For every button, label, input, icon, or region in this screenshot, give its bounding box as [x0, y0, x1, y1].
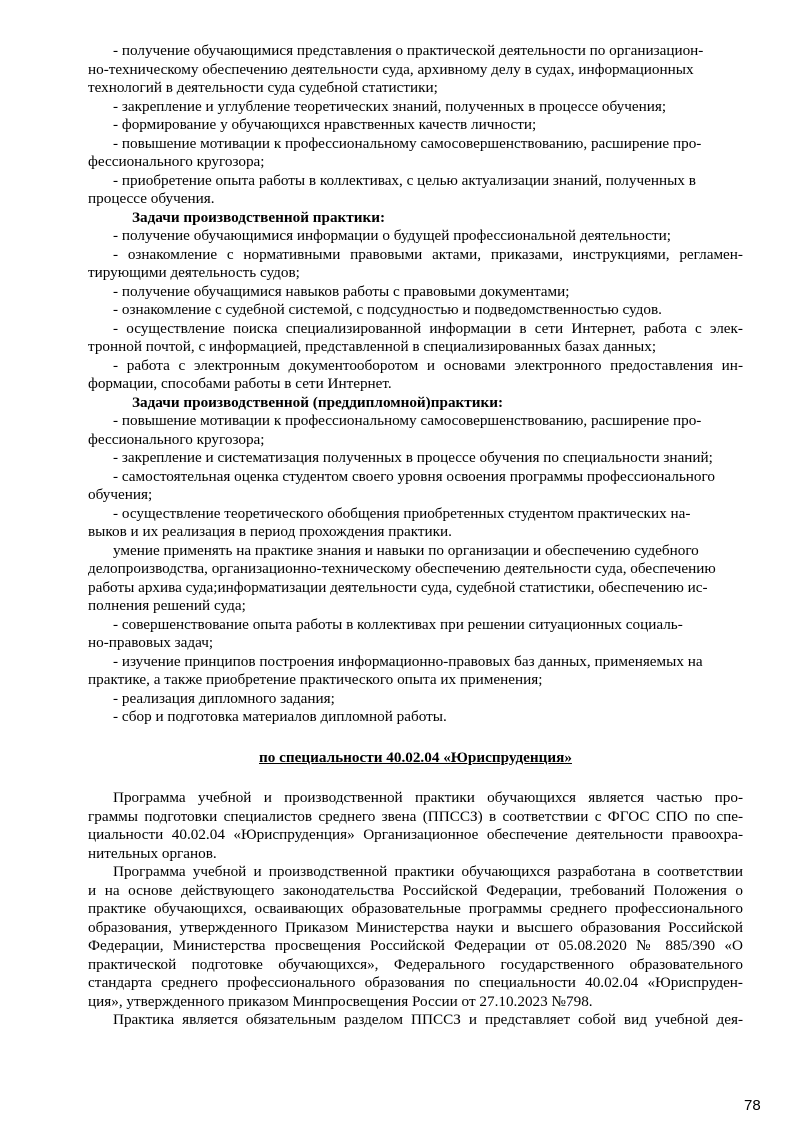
text-line: обучения;	[88, 486, 153, 503]
text-line: но-правовых задач;	[88, 634, 214, 651]
text-line: - приобретение опыта работы в коллективах, с целью актуализации знаний, полученных в	[113, 171, 696, 189]
text-line: тирующими деятельность судов;	[88, 264, 300, 281]
text-line: - закрепление и систематизация полученных в процессе обучения по специальности знаний;	[113, 449, 713, 466]
text-line: практической подготовке обучающихся», Федерального государственного образовательного	[88, 955, 743, 973]
section-title: по специальности 40.02.04 «Юриспруденция»	[259, 748, 572, 766]
text-line: - работа с электронным документооборотом и основами электронного предоставления ин-	[113, 356, 743, 374]
text-line: умение применять на практике знания и навыки по организации и обеспечению судебного	[113, 541, 699, 559]
text-line: граммы подготовки специалистов среднего звена (ППССЗ) в соответствии с ФГОС СПО по спе-	[88, 807, 743, 825]
text-line: Программа учебной и производственной практики обучающихся является частью про-	[113, 789, 743, 806]
text-line: но-техническому обеспечению деятельности суда, архивному делу в судах, информационных	[88, 60, 694, 78]
text-line: формации, способами работы в сети Интернет.	[88, 375, 392, 392]
page-number: 78	[744, 1097, 761, 1114]
text-line: фессионального кругозора;	[88, 153, 265, 170]
text-line: - ознакомление с нормативными правовыми актами, приказами, инструкциями, регламен-	[113, 245, 743, 263]
text-line: процессе обучения.	[88, 190, 215, 207]
text-line: Федерации, Министерства просвещения Российской Федерации от 05.08.2020 № 885/390 «О	[88, 937, 743, 954]
text-line: циальности 40.02.04 «Юриспруденция» Организационное обеспечение деятельности правоохра-	[88, 826, 743, 843]
text-line: - повышение мотивации к профессиональному самосовершенствованию, расширение про-	[113, 412, 702, 429]
text-line: ция», утвержденного приказом Минпросвещения России от 27.10.2023 №798.	[88, 992, 593, 1010]
text-line: технологий в деятельности суда судебной статистики;	[88, 79, 438, 96]
text-line: работы архива суда;информатизации деятельности суда, судебной статистики, обеспечению ис-	[88, 578, 708, 596]
text-line: - осуществление поиска специализированной информации в сети Интернет, работа с элек-	[113, 319, 743, 337]
text-line: образования, утвержденного Приказом Министерства науки и высшего образования Российской	[88, 918, 743, 936]
text-line: - осуществление теоретического обобщения приобретенных студентом практических на-	[113, 504, 691, 522]
text-line: Программа учебной и производственной практики обучающихся разработана в соответствии	[113, 863, 743, 880]
text-line: - закрепление и углубление теоретических знаний, полученных в процессе обучения;	[113, 97, 667, 115]
text-line: - изучение принципов построения информационно-правовых баз данных, применяемых на	[113, 652, 703, 670]
text-line: - повышение мотивации к профессиональному самосовершенствованию, расширение про-	[113, 134, 702, 152]
text-line: практике, а также приобретение практического опыта их применения;	[88, 671, 543, 688]
text-line: Практика является обязательным разделом ППССЗ и представляет собой вид учебной дея-	[113, 1011, 743, 1028]
tasks-text-block	[88, 42, 743, 727]
page-content	[88, 42, 743, 1030]
text-line: - ознакомление с судебной системой, с подсудностью и подведомственностью судов.	[113, 301, 662, 318]
text-line: полнения решений суда;	[88, 597, 246, 614]
text-line: выков и их реализация в период прохождения практики.	[88, 523, 452, 540]
text-line: - получение обучающимися представления о практической деятельности по организацион-	[113, 42, 704, 59]
text-line: фессионального кругозора;	[88, 430, 265, 448]
subheading: Задачи производственной практики:	[132, 208, 386, 226]
text-line: стандарта среднего профессионального образования по специальности 40.02.04 «Юриспруден-	[88, 974, 743, 991]
text-line: - формирование у обучающихся нравственных качеств личности;	[113, 116, 537, 133]
text-line: тронной почтой, с информацией, представленной в специализированных базах данных;	[88, 338, 657, 355]
text-line: - самостоятельная оценка студентом своего уровня освоения программы профессионального	[113, 467, 715, 485]
text-line: делопроизводства, организационно-техническому обеспечению деятельности суда, обеспечению	[88, 560, 716, 577]
text-line: и на основе действующего законодательства Российской Федерации, требований Положения о	[88, 881, 743, 899]
text-line: практике обучающихся, осваивающих образовательные программы среднего профессионального	[88, 900, 743, 917]
text-line: - совершенствование опыта работы в коллективах при решении ситуационных социаль-	[113, 615, 683, 633]
text-line: - получение обучающимися информации о будущей профессиональной деятельности;	[113, 227, 671, 244]
text-line: нительных органов.	[88, 844, 217, 862]
text-line: - реализация дипломного задания;	[113, 689, 335, 707]
text-line: - получение обучащимися навыков работы с правовыми документами;	[113, 282, 570, 300]
subheading: Задачи производственной (преддипломной)практики:	[132, 393, 504, 411]
text-line: - сбор и подготовка материалов дипломной работы.	[113, 708, 447, 725]
program-text-block	[88, 789, 743, 1030]
